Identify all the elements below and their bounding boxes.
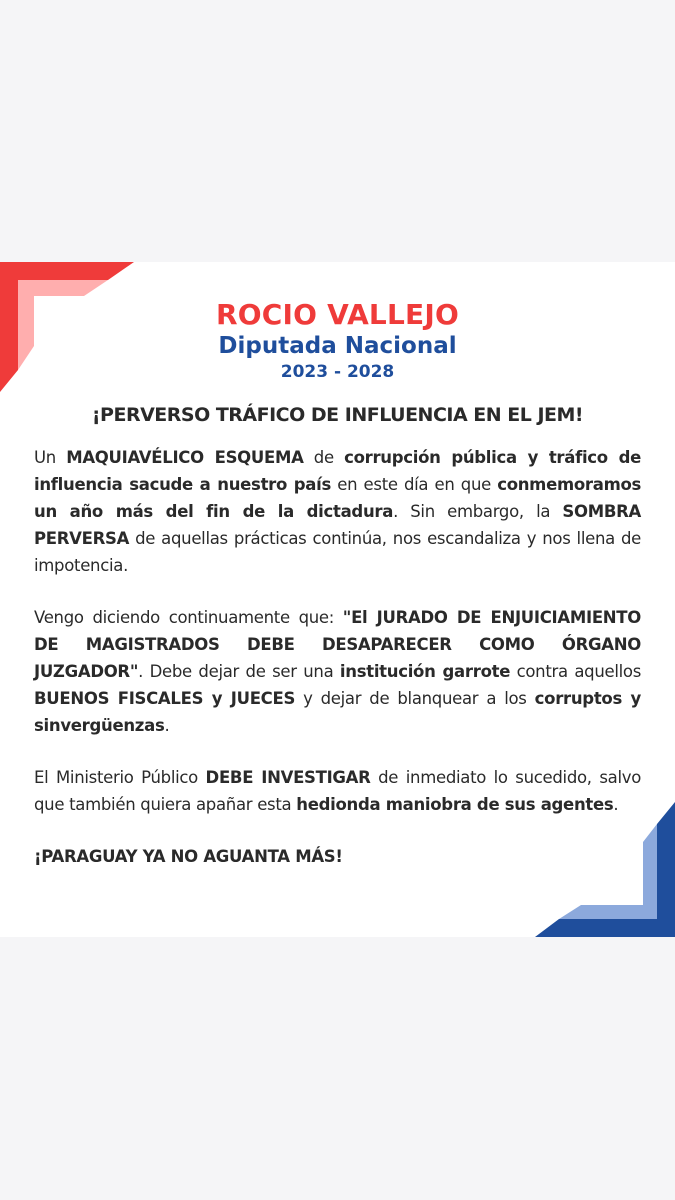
closing-line: ¡PARAGUAY YA NO AGUANTA MÁS! (34, 847, 343, 866)
text-run: SOMBRA PERVERSA (34, 502, 642, 548)
text-run: contra aquellos (510, 662, 641, 681)
text-run: . (164, 716, 170, 735)
text-run: de inmediato lo sucedido, salvo que también quiera apañar esta (34, 768, 641, 814)
header (0, 298, 675, 384)
text-run: "El JURADO DE ENJUICIAMIENTO DE MAGISTRADOS DEBE DESAPARECER COMO ÓRGANO JUZGADOR" (34, 608, 641, 681)
text-run: . (613, 795, 619, 814)
paragraph-2 (34, 604, 641, 739)
text-run: MAQUIAVÉLICO ESQUEMA (66, 448, 304, 467)
paragraph-1 (34, 444, 641, 579)
candidate-role: Diputada Nacional (218, 333, 457, 359)
text-run: Vengo diciendo continuamente que: (34, 608, 343, 627)
post-card (0, 262, 675, 937)
paragraph-3 (34, 764, 641, 818)
text-run: corruptos y sinvergüenzas (34, 689, 641, 735)
headline: ¡PERVERSO TRÁFICO DE INFLUENCIA EN EL JEM! (91, 404, 584, 426)
text-run: de aquellas prácticas continúa, nos escandaliza y nos llena de impotencia. (34, 529, 641, 575)
candidate-name: ROCIO VALLEJO (216, 298, 459, 331)
text-run: y dejar de blanquear a los (295, 689, 535, 708)
term-years: 2023 - 2028 (280, 362, 395, 382)
text-run: en este día en que (331, 475, 498, 494)
text-run: institución garrote (339, 662, 511, 681)
text-run: conmemoramos un año más del fin de la dictadura (34, 475, 642, 521)
text-run: . Sin embargo, la (393, 502, 563, 521)
text-run: . Debe dejar de ser una (138, 662, 340, 681)
text-run: de (303, 448, 345, 467)
text-run: BUENOS FISCALES y JUECES (34, 689, 296, 708)
statement-body (34, 444, 641, 895)
text-run: corrupción pública y tráfico de influencia sacude a nuestro país (34, 448, 641, 494)
text-run: El Ministerio Público (34, 768, 206, 787)
text-run: hedionda maniobra de sus agentes (296, 795, 614, 814)
text-run: Un (34, 448, 67, 467)
text-run: DEBE INVESTIGAR (205, 768, 371, 787)
